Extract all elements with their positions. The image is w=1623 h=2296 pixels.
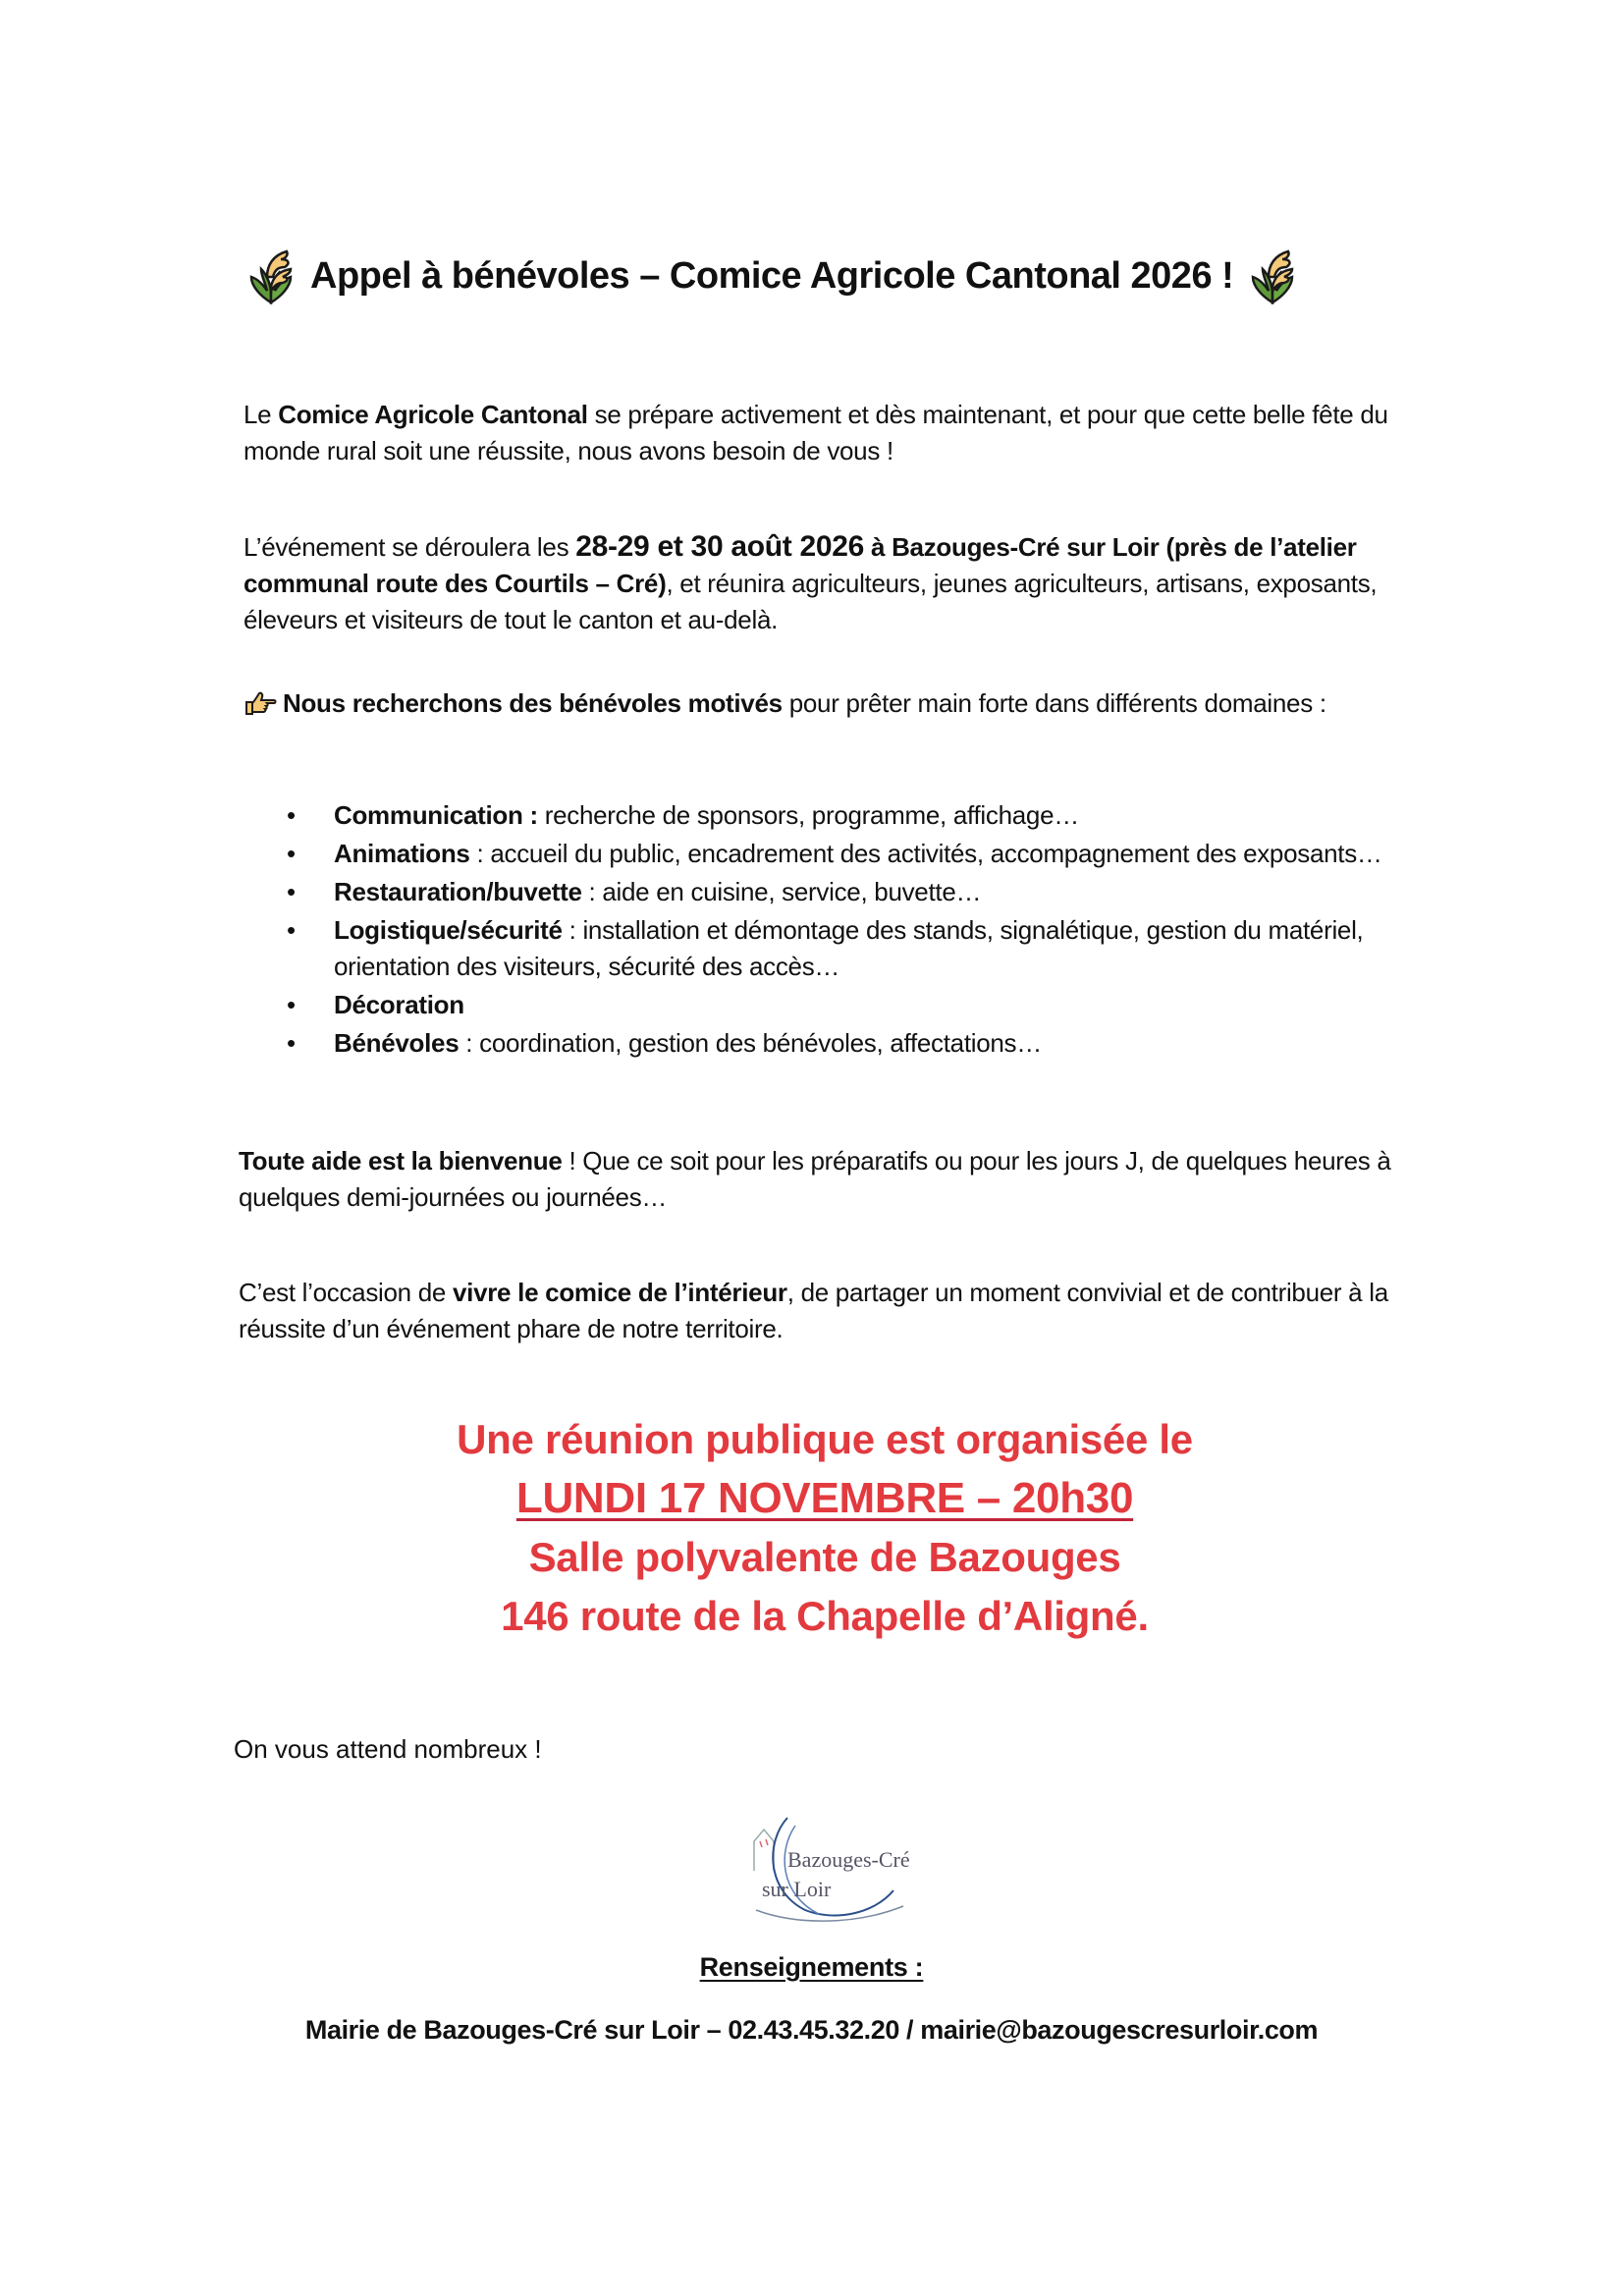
help-paragraph <box>239 1143 1417 1216</box>
list-item <box>285 874 1424 910</box>
list-item <box>285 1025 1424 1062</box>
meeting-line-1: Une réunion publique est organisée le <box>457 1416 1193 1462</box>
search-bold: Nous recherchons des bénévoles motivés <box>283 688 783 718</box>
domain-desc: : coordination, gestion des bénévoles, affectations… <box>459 1028 1042 1058</box>
bullet: • <box>287 839 296 868</box>
intro-before: Le <box>243 400 279 429</box>
intro-after: se prépare activement et dès maintenant, et pour que cette belle fête du monde rural soit une réussite, nous avons besoin de vous ! <box>243 400 1388 465</box>
town-logo <box>736 1812 913 1930</box>
event-dates: 28-29 et 30 août 2026 <box>575 530 865 563</box>
help-bold: Toute aide est la bienvenue <box>239 1146 563 1175</box>
plant-emoji-icon <box>1247 247 1298 304</box>
domain-desc: recherche de sponsors, programme, affichage… <box>537 800 1079 830</box>
domain-desc: : aide en cuisine, service, buvette… <box>581 877 982 906</box>
occasion-after: , de partager un moment convivial et de contribuer à la réussite d’un événement phare de notre territoire. <box>239 1278 1388 1343</box>
pointing-hand-icon <box>243 690 277 716</box>
meeting-venue: Salle polyvalente de Bazouges <box>528 1534 1121 1580</box>
meeting-date: LUNDI 17 NOVEMBRE – 20h30 <box>515 1474 1134 1522</box>
list-item <box>285 987 1424 1023</box>
event-after: , et réunira agriculteurs, jeunes agriculteurs, artisans, exposants, éleveurs et visiteurs de tout le canton et au-delà. <box>243 569 1378 634</box>
closing-text: On vous attend nombreux ! <box>234 1734 542 1764</box>
domain-name: Communication : <box>334 800 538 830</box>
domain-name: Restauration/buvette <box>334 877 582 906</box>
event-place: à Bazouges-Cré sur Loir (près de l’atelier communal route des Courtils – Cré) <box>243 532 1357 598</box>
bullet: • <box>287 1028 296 1058</box>
domain-desc: : installation et démontage des stands, signalétique, gestion du matériel, orientation des visiteurs, sécurité des accès… <box>334 915 1364 981</box>
search-paragraph <box>243 685 1422 722</box>
domain-desc: : accueil du public, encadrement des activités, accompagnement des exposants… <box>469 839 1382 868</box>
list-item <box>285 836 1424 872</box>
event-paragraph <box>243 528 1422 638</box>
intro-bold: Comice Agricole Cantonal <box>278 400 588 429</box>
occasion-before: C’est l’occasion de <box>239 1278 453 1307</box>
domains-list <box>285 797 1424 1064</box>
meeting-address: 146 route de la Chapelle d’Aligné. <box>501 1593 1149 1639</box>
bullet: • <box>287 800 296 830</box>
bullet: • <box>287 877 296 906</box>
event-before: L’événement se déroulera les <box>243 532 576 562</box>
list-item <box>285 912 1424 985</box>
help-after: ! Que ce soit pour les préparatifs ou pour les jours J, de quelques heures à quelques demi-journées ou journées… <box>239 1146 1391 1212</box>
domain-name: Décoration <box>334 990 464 1019</box>
logo-line-2: sur Loir <box>762 1877 832 1901</box>
contact-line: Mairie de Bazouges-Cré sur Loir – 02.43.45.32.20 / mairie@bazougescresurloir.com <box>304 2015 1319 2045</box>
list-item <box>285 797 1424 834</box>
bullet: • <box>287 915 296 945</box>
domain-name: Logistique/sécurité <box>334 915 563 945</box>
bullet: • <box>287 990 296 1019</box>
title-text: Appel à bénévoles – Comice Agricole Cantonal 2026 ! <box>310 254 1234 297</box>
domain-name: Bénévoles <box>334 1028 460 1058</box>
intro-paragraph <box>243 397 1422 469</box>
page-title <box>245 247 1424 304</box>
occasion-paragraph <box>239 1275 1417 1347</box>
search-after: pour prêter main forte dans différents domaines : <box>782 688 1326 718</box>
meeting-announcement <box>245 1410 1404 1646</box>
info-title: Renseignements : <box>699 1952 924 1982</box>
logo-line-1: Bazouges-Cré <box>787 1847 910 1872</box>
domain-name: Animations <box>334 839 470 868</box>
plant-emoji-icon <box>245 247 297 304</box>
occasion-bold: vivre le comice de l’intérieur <box>453 1278 787 1307</box>
